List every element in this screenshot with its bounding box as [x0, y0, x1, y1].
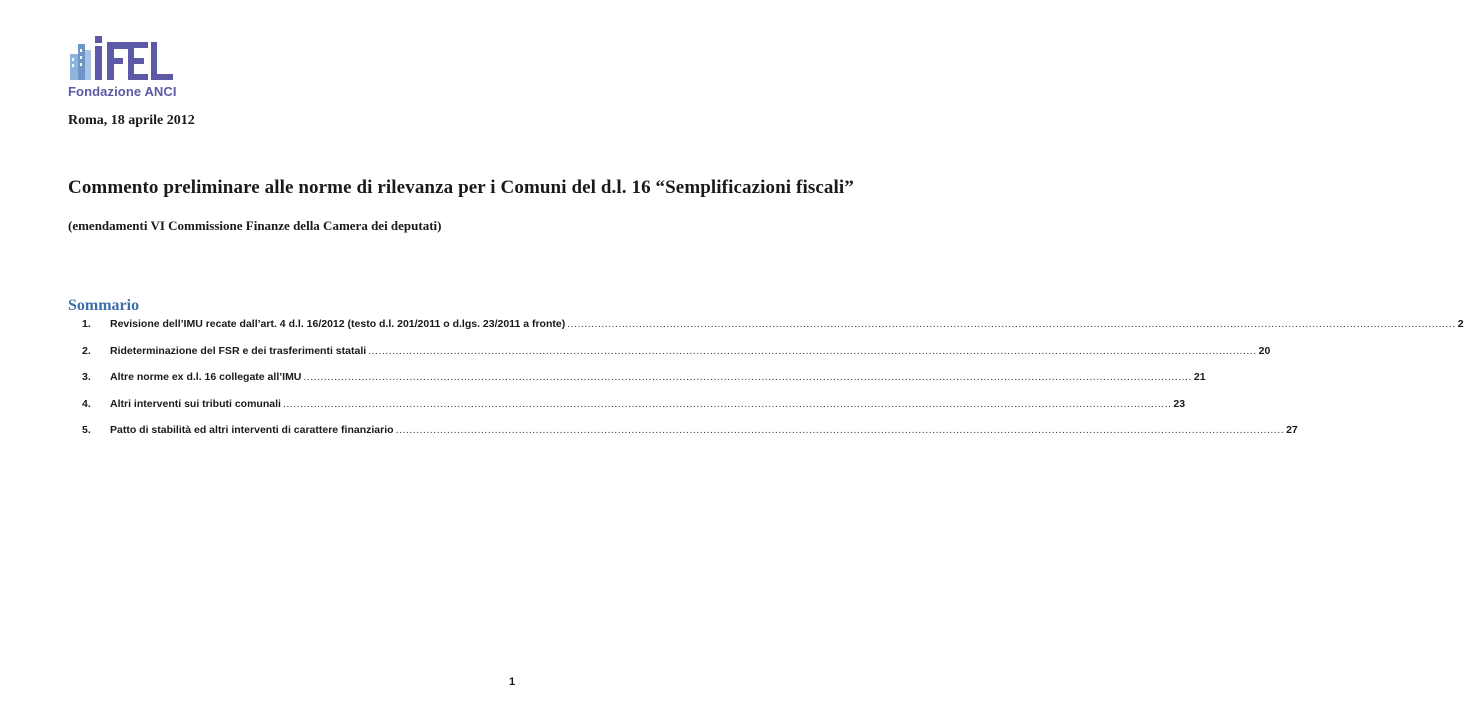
toc-entry-page[interactable]: 23	[1173, 397, 1186, 410]
logo-caption: Fondazione ANCI	[68, 84, 177, 99]
toc-entry-5[interactable]	[82, 424, 1298, 451]
logo-building-3	[85, 50, 91, 80]
toc-entry-title[interactable]: Patto di stabilità ed altri interventi di carattere finanziario	[110, 424, 394, 436]
toc-entry-title[interactable]: Revisione dell’IMU recate dall’art. 4 d.l. 16/2012 (testo d.l. 201/2011 o d.lgs. 23/2011 a fronte)	[110, 318, 566, 330]
logo-i-dot	[95, 36, 102, 43]
toc-heading: Sommario	[68, 297, 140, 314]
document-subtitle: (emendamenti VI Commissione Finanze della Camera dei deputati)	[68, 218, 442, 233]
toc-entry-title[interactable]: Rideterminazione del FSR e dei trasferimenti statali	[110, 344, 367, 357]
table-of-contents	[82, 318, 1464, 451]
toc-entry-page[interactable]: 27	[1286, 424, 1298, 436]
logo-i-stem	[95, 46, 102, 80]
toc-entry-number: 5.	[82, 424, 91, 436]
toc-leader-dots: ....................................................................................................................................................................................................................................................................	[368, 344, 1257, 357]
toc-entry-number: 2.	[82, 344, 91, 357]
toc-leader-dots: ....................................................................................................................................................................................................................................................................	[303, 371, 1192, 383]
toc-entry-number: 3.	[82, 371, 91, 383]
toc-entry-number: 1.	[82, 318, 91, 330]
toc-entry-4[interactable]	[82, 397, 1186, 425]
toc-entry-2[interactable]	[82, 344, 1271, 372]
toc-entry-page[interactable]: 2	[1457, 318, 1464, 330]
document-date: Roma, 18 aprile 2012	[68, 113, 195, 128]
toc-entry-3[interactable]	[82, 371, 1206, 398]
toc-entry-1[interactable]	[82, 318, 1464, 345]
document-title: Commento preliminare alle norme di rilevanza per i Comuni del d.l. 16 “Semplificazioni fiscali”	[68, 177, 854, 198]
page-number: 1	[508, 676, 516, 688]
toc-entry-page[interactable]: 21	[1193, 371, 1206, 383]
toc-entry-title[interactable]: Altri interventi sui tributi comunali	[110, 397, 281, 410]
toc-leader-dots: ....................................................................................................................................................................................................................................................................	[567, 318, 1456, 330]
toc-leader-dots: ....................................................................................................................................................................................................................................................................	[395, 424, 1285, 436]
toc-entry-page[interactable]: 20	[1258, 344, 1271, 357]
toc-entry-title[interactable]: Altre norme ex d.l. 16 collegate all’IMU	[110, 371, 302, 383]
toc-leader-dots: ....................................................................................................................................................................................................................................................................	[282, 397, 1172, 410]
toc-entry-number: 4.	[82, 397, 91, 410]
